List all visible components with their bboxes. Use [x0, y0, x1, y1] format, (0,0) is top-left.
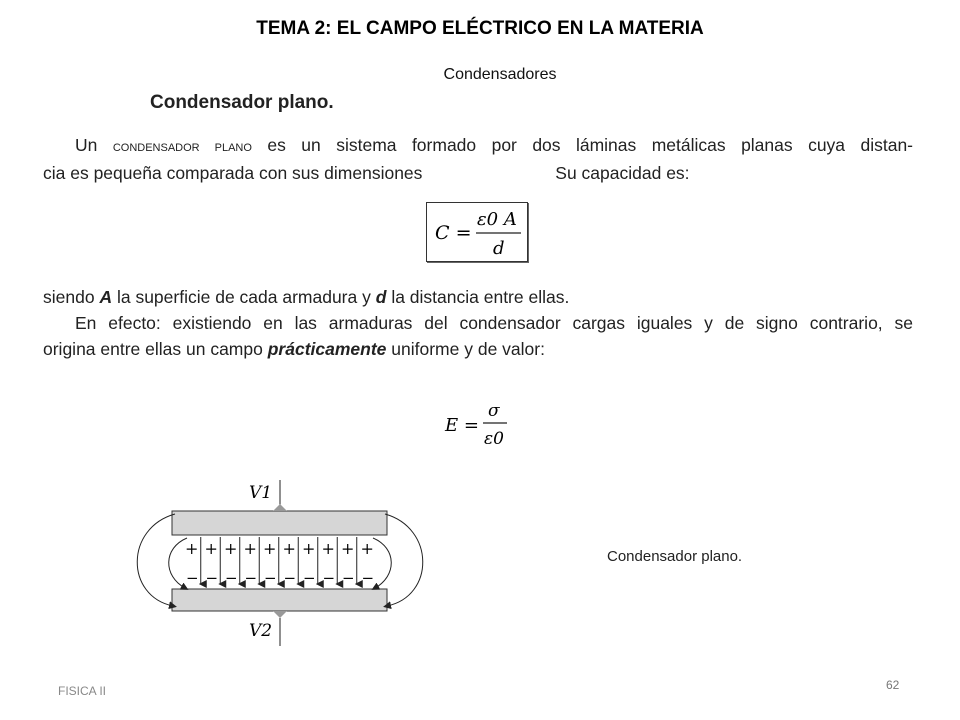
capacity-formula: [427, 203, 527, 261]
minus-charge: −: [283, 569, 297, 587]
plus-charge: +: [360, 539, 374, 558]
minus-charge: −: [205, 569, 219, 587]
capacitor-diagram: [135, 476, 435, 648]
paragraph-line1-rest: es un sistema formado por dos láminas metálicas planas cuya distan-: [267, 135, 914, 155]
top-plate-connector: [273, 504, 287, 511]
paragraph2-distancia: la distancia entre ellas.: [391, 287, 570, 307]
minus-charge: −: [264, 569, 277, 587]
plus-charge: +: [185, 539, 199, 558]
footer-course: FISICA II: [58, 684, 107, 698]
term-condensador-plano: condensador plano: [112, 138, 252, 155]
plus-charge: +: [224, 539, 238, 558]
minus-charge: −: [322, 569, 336, 587]
paragraph2-siendo: siendo: [43, 287, 95, 307]
emphasis-practicamente: prácticamente: [267, 339, 387, 359]
minus-charge: −: [225, 569, 238, 587]
minus-charge: −: [244, 569, 258, 587]
plus-charge: +: [243, 539, 257, 558]
slide-title: TEMA 2: EL CAMPO ELÉCTRICO EN LA MATERIA: [256, 18, 704, 39]
paragraph-line2-end: Su capacidad es:: [555, 163, 690, 183]
paragraph3-line2-start: origina entre ellas un campo: [43, 339, 263, 359]
paragraph-definition-line1: [43, 132, 913, 160]
formula-e-numerator: σ: [488, 401, 500, 421]
formula-c-numerator: ε0 A: [477, 209, 517, 230]
minus-charge: −: [342, 569, 355, 587]
label-v2: V2: [249, 621, 273, 641]
bottom-plate-connector: [273, 611, 287, 618]
capacity-formula-box: [426, 202, 528, 262]
charges-and-field-lines: [185, 537, 374, 587]
plus-charge: +: [263, 539, 277, 558]
paragraph-intro: Un: [75, 135, 98, 155]
paragraph-definition-line2: [43, 160, 913, 186]
formula-c-lhs: C =: [435, 222, 472, 244]
plus-charge: +: [302, 539, 316, 558]
plus-charge: +: [341, 539, 355, 558]
paragraph3-line2-end: uniforme y de valor:: [391, 339, 545, 359]
bottom-plate: [172, 589, 387, 611]
section-heading: Condensador plano.: [150, 92, 334, 113]
plus-charge: +: [321, 539, 335, 558]
field-formula: [440, 398, 520, 456]
plus-charge: +: [204, 539, 218, 558]
symbol-d: d: [375, 287, 387, 307]
paragraph-line2-start: cia es pequeña comparada con sus dimensiones: [43, 163, 423, 183]
paragraph-field-line2: [43, 336, 913, 362]
formula-e-denominator: ε0: [484, 429, 504, 449]
paragraph2-superficie: la superficie de cada armadura y: [116, 287, 371, 307]
formula-c-denominator: d: [493, 238, 505, 259]
paragraph-definition: [43, 132, 913, 186]
fringe-line-right-inner: [373, 538, 391, 588]
plus-charge: +: [282, 539, 296, 558]
minus-charge: −: [186, 569, 199, 587]
paragraph-field-line1: En efecto: existiendo en las armaduras del condensador cargas iguales y de signo contrario, se: [75, 313, 913, 333]
figure-caption: Condensador plano.: [607, 548, 743, 565]
slide-subtitle: Condensadores: [443, 66, 557, 83]
label-v1: V1: [249, 483, 273, 503]
top-plate: [172, 511, 387, 535]
minus-charge: −: [361, 569, 375, 587]
page-number: 62: [886, 678, 900, 692]
paragraph-field: [43, 310, 913, 362]
symbol-a: A: [99, 287, 113, 307]
minus-charge: −: [303, 569, 316, 587]
paragraph-definitions-a-d: [43, 284, 913, 310]
formula-e-lhs: E =: [445, 415, 479, 436]
